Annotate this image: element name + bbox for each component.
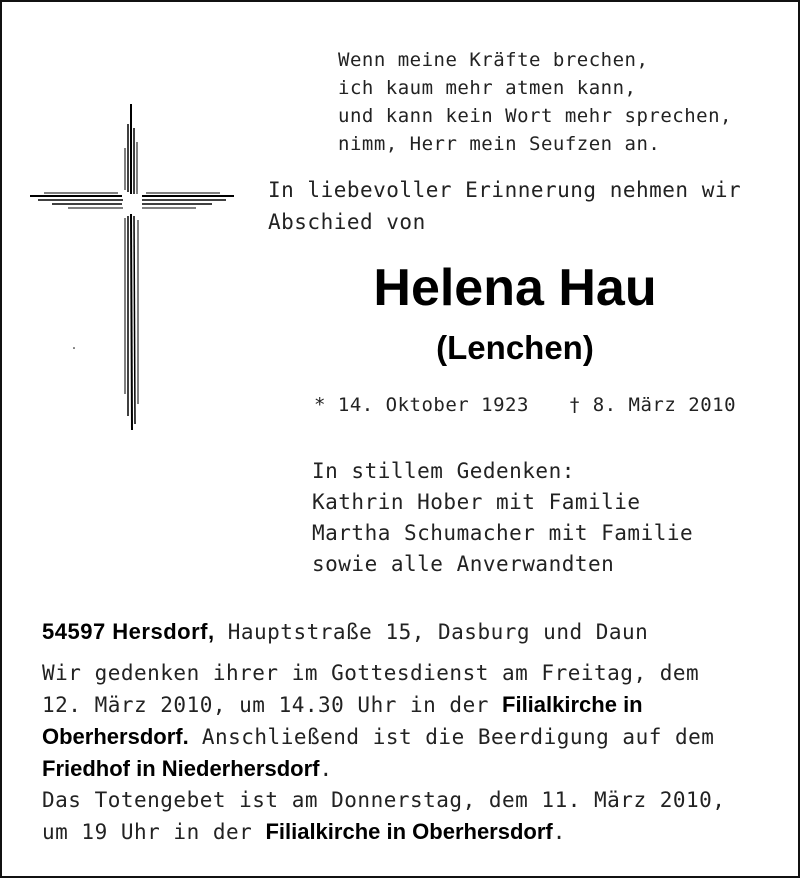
notice-line <box>42 753 762 785</box>
birth-date: * 14. Oktober 1923 <box>314 394 529 416</box>
death-date: † 8. März 2010 <box>568 394 737 416</box>
intro-line: Abschied von <box>268 210 426 234</box>
poem-line: nimm, Herr mein Seufzen an. <box>338 133 661 155</box>
intro-text <box>268 174 741 238</box>
notice-text: . <box>552 820 566 844</box>
address-street: Hauptstraße 15, Dasburg und Daun <box>214 620 649 644</box>
notice-text: Das Totengebet ist am Donnerstag, dem 11. März 2010, <box>42 788 726 812</box>
address-postal-city: 54597 Hersdorf, <box>42 619 215 644</box>
poem-line: ich kaum mehr atmen kann, <box>338 77 637 99</box>
poem-line: Wenn meine Kräfte brechen, <box>338 49 649 71</box>
notice-text: um 19 Uhr in der <box>42 820 266 844</box>
notice-text: . <box>319 757 333 781</box>
deceased-name: Helena Hau <box>373 259 657 317</box>
address <box>42 616 648 648</box>
notice-line <box>42 721 762 753</box>
notice-line <box>42 785 762 816</box>
notice-text: Wir gedenken ihrer im Gottesdienst am Freitag, dem <box>42 661 700 685</box>
notice-text: 12. März 2010, um 14.30 Uhr in der <box>42 693 503 717</box>
church-name: Filialkirche in <box>502 692 643 717</box>
intro-line: In liebevoller Erinnerung nehmen wir <box>268 178 742 202</box>
cross-icon <box>28 98 238 434</box>
service-notice <box>42 658 762 848</box>
poem <box>338 46 732 158</box>
notice-line <box>42 689 762 721</box>
notice-line <box>42 658 762 689</box>
church-name: Filialkirche in Oberhersdorf <box>265 819 553 844</box>
cemetery-name: Friedhof in Niederhersdorf <box>42 756 320 781</box>
notice-text: Anschließend ist die Beerdigung auf dem <box>188 725 715 749</box>
mourners-list <box>312 456 693 580</box>
mourner-entry: Kathrin Hober mit Familie <box>312 490 641 514</box>
mourners-heading: In stillem Gedenken: <box>312 459 575 483</box>
mourner-entry: Martha Schumacher mit Familie <box>312 521 694 545</box>
life-dates <box>314 392 764 418</box>
deceased-nickname: (Lenchen) <box>436 329 594 366</box>
mourner-entry: sowie alle Anverwandten <box>312 552 615 576</box>
church-place: Oberhersdorf. <box>42 724 189 749</box>
poem-line: und kann kein Wort mehr sprechen, <box>338 105 732 127</box>
notice-line <box>42 816 762 848</box>
